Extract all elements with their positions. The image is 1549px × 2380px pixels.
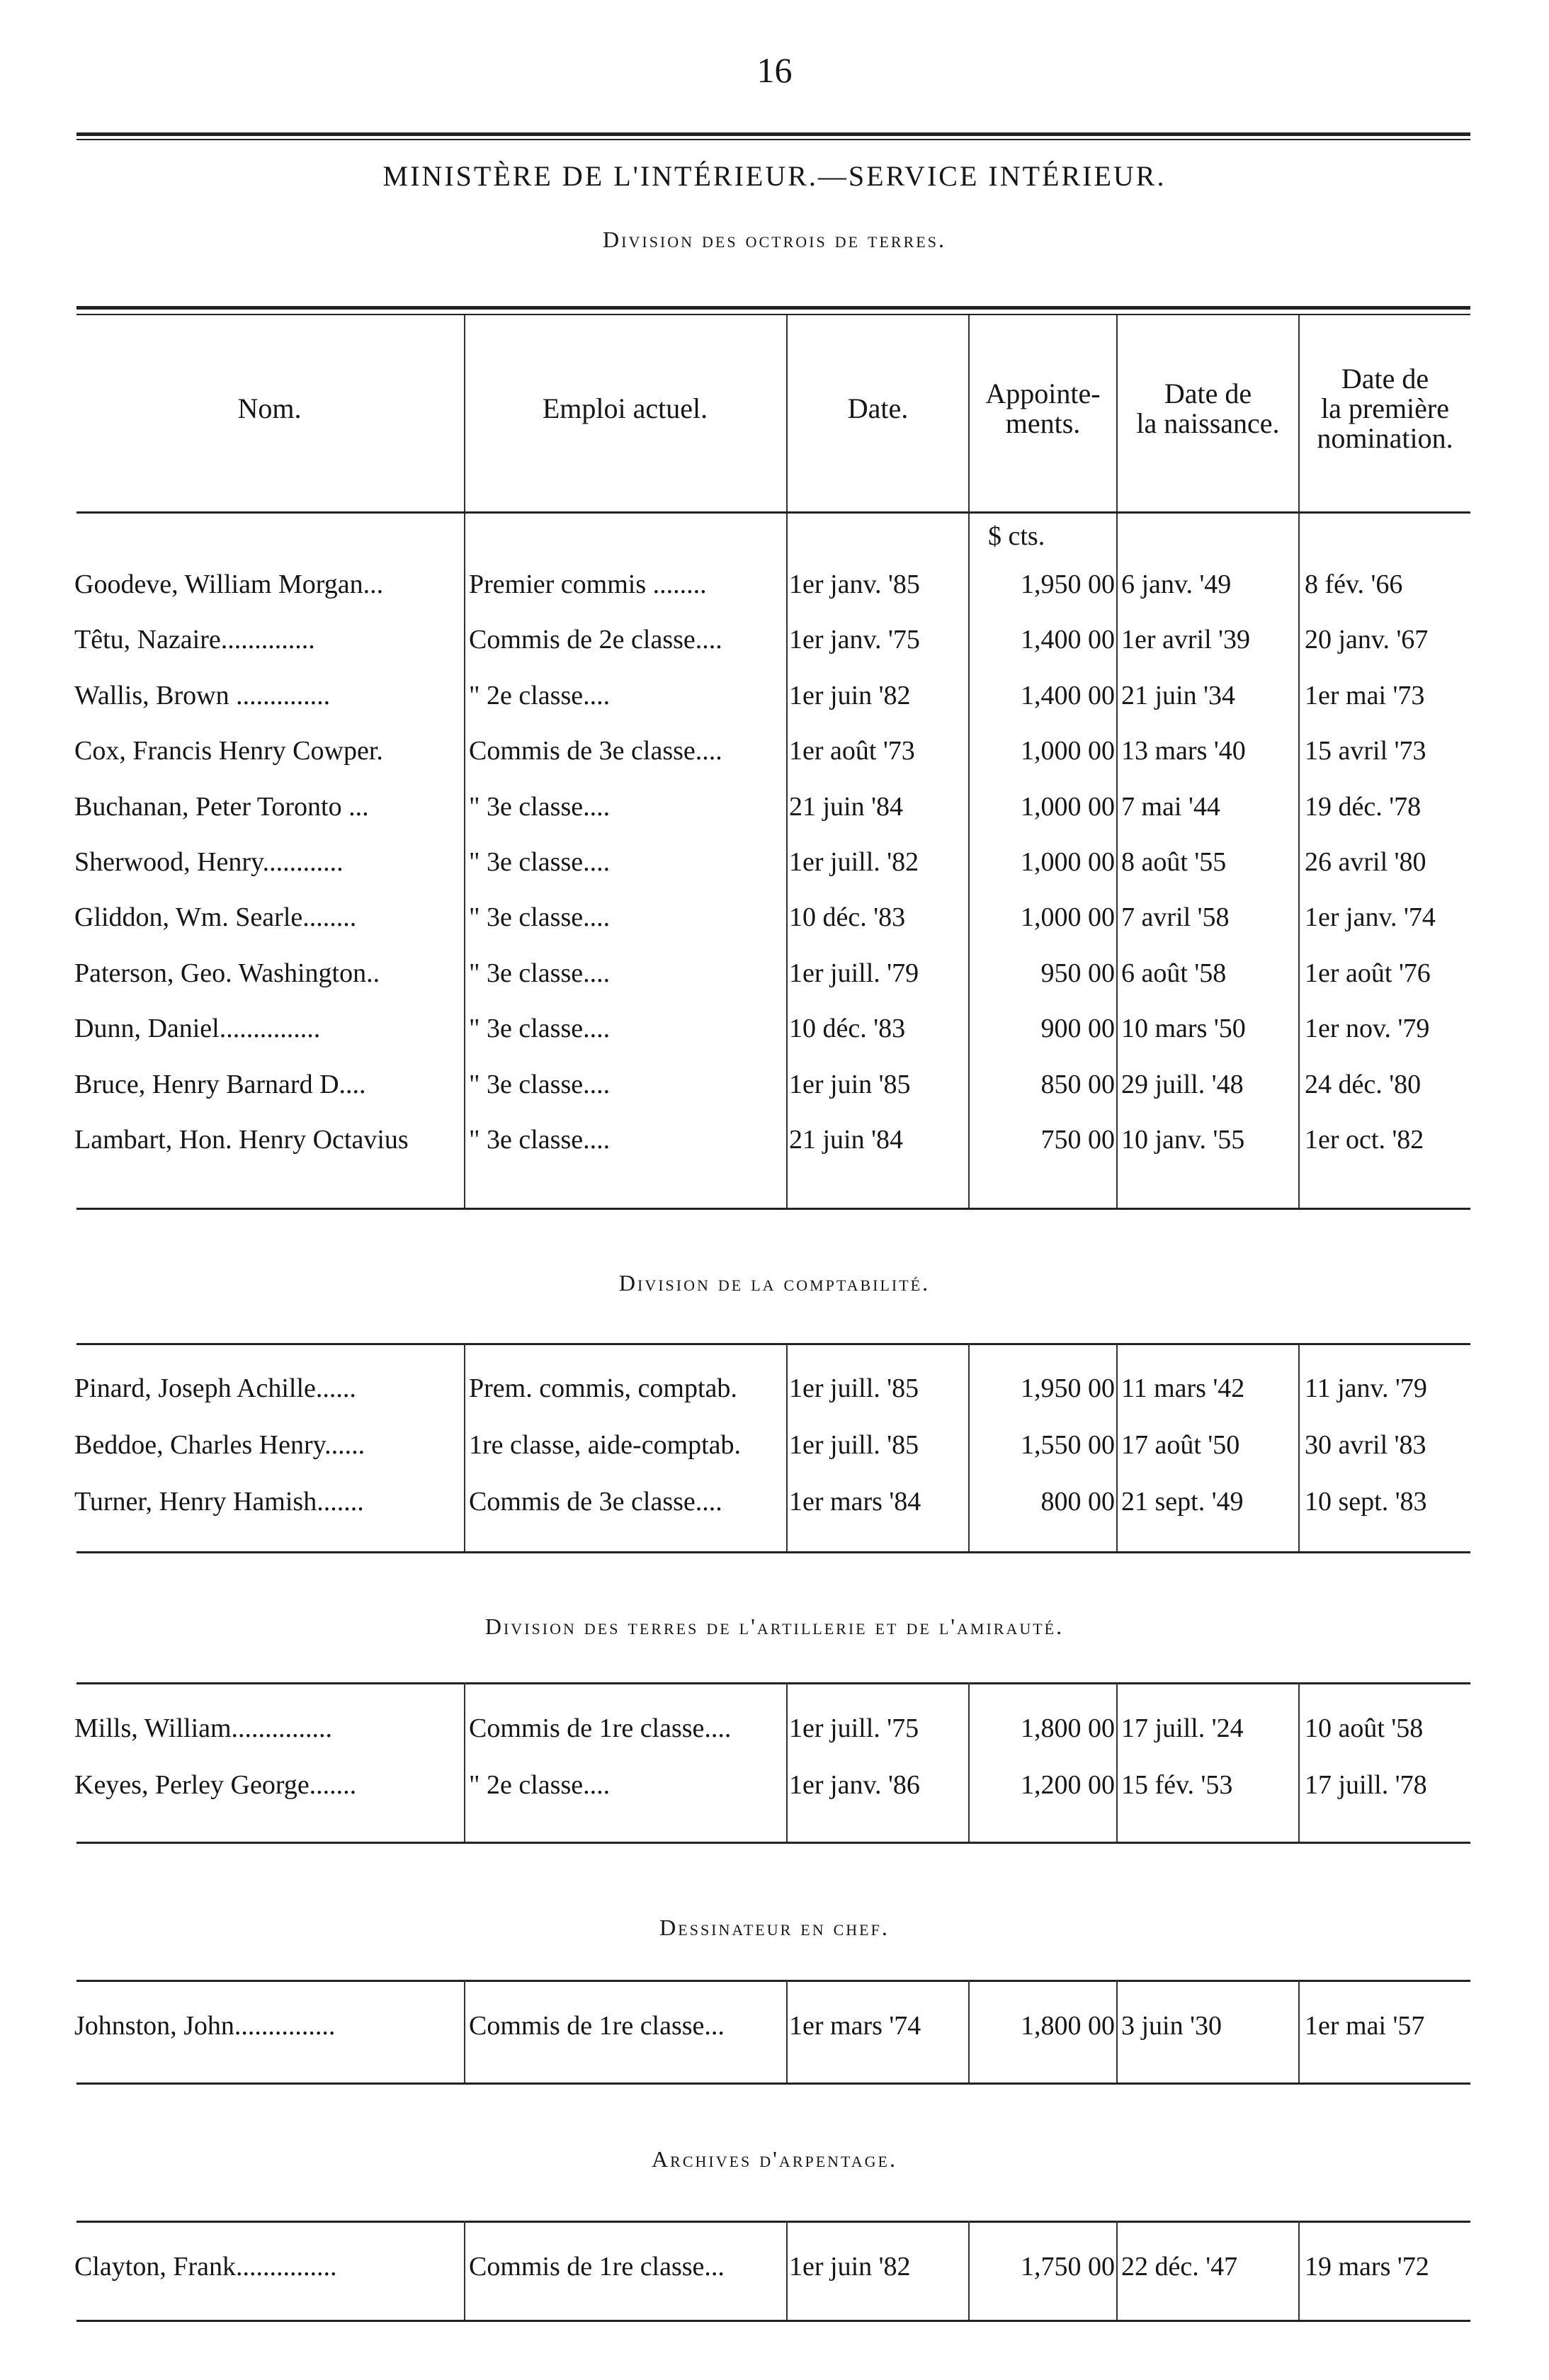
column-divider	[464, 2221, 465, 2320]
column-divider	[786, 1682, 788, 1842]
position-cell: Commis de 3e classe....	[469, 736, 722, 766]
date-cell: 1er janv. '86	[789, 1770, 920, 1800]
date-cell: 1er août '73	[789, 736, 915, 766]
salary-cell: 1,800 00	[1021, 2011, 1115, 2041]
column-divider	[1116, 1682, 1118, 1842]
column-divider	[786, 1343, 788, 1551]
column-divider	[968, 1682, 970, 1842]
name-cell: Clayton, Frank...............	[74, 2252, 337, 2282]
column-divider	[1298, 1980, 1300, 2082]
column-divider	[464, 514, 465, 1208]
date-cell: 21 juin '84	[789, 1125, 903, 1155]
header-divider	[464, 315, 465, 511]
salary-cell: 1,950 00	[1021, 570, 1115, 599]
birth-date-cell: 29 juill. '48	[1121, 1069, 1244, 1099]
header-divider	[786, 315, 788, 511]
birth-date-cell: 8 août '55	[1121, 847, 1227, 877]
section-title: Division des terres de l'artillerie et de l'amirauté.	[484, 1614, 1065, 1639]
first-appointment-cell: 10 sept. '83	[1305, 1487, 1427, 1517]
position-cell: " 3e classe....	[469, 847, 611, 877]
date-cell: 10 déc. '83	[789, 902, 906, 933]
date-cell: 1er juill. '85	[789, 1430, 919, 1460]
header-divider	[968, 315, 970, 511]
birth-date-cell: 22 déc. '47	[1121, 2252, 1238, 2282]
first-appointment-cell: 1er nov. '79	[1305, 1014, 1430, 1044]
date-cell: 1er juill. '75	[789, 1713, 919, 1743]
name-cell: Pinard, Joseph Achille......	[74, 1373, 356, 1403]
date-cell: 1er juin '82	[789, 2252, 911, 2282]
column-divider	[464, 1682, 465, 1842]
date-cell: 1er mars '84	[789, 1487, 921, 1517]
position-cell: " 3e classe....	[469, 1014, 611, 1044]
first-appointment-cell: 8 fév. '66	[1305, 570, 1403, 599]
position-cell: 1re classe, aide-comptab.	[469, 1430, 742, 1460]
column-header-nom: Nom.	[237, 392, 302, 424]
column-header-date: Date.	[847, 392, 909, 424]
first-appointment-cell: 19 déc. '78	[1305, 791, 1422, 822]
page-title: MINISTÈRE DE L'INTÉRIEUR.—SERVICE INTÉRIEUR.	[382, 160, 1167, 192]
top-rule-2	[76, 139, 1470, 140]
birth-date-cell: 21 sept. '49	[1121, 1487, 1244, 1517]
position-cell: " 2e classe....	[469, 680, 611, 710]
position-cell: Commis de 2e classe....	[469, 625, 722, 655]
column-divider	[1298, 1682, 1300, 1842]
position-cell: Premier commis ........	[469, 570, 707, 599]
currency-units: $ cts.	[988, 521, 1045, 551]
name-cell: Buchanan, Peter Toronto ...	[74, 791, 369, 822]
date-cell: 1er janv. '75	[789, 625, 920, 655]
birth-date-cell: 10 mars '50	[1121, 1014, 1246, 1044]
column-divider	[968, 1980, 970, 2082]
salary-cell: 1,000 00	[1021, 736, 1115, 766]
date-cell: 1er mars '74	[789, 2011, 921, 2041]
birth-date-cell: 6 août '58	[1121, 958, 1227, 988]
salary-cell: 850 00	[1040, 1069, 1115, 1099]
column-header-appointements: Appointe- ments.	[985, 378, 1101, 439]
date-cell: 1er juill. '82	[789, 847, 919, 877]
section-rule-top	[76, 1980, 1470, 1982]
column-divider	[786, 514, 788, 1208]
column-divider	[1116, 1980, 1118, 2082]
salary-cell: 1,400 00	[1021, 625, 1115, 655]
section-rule-bottom	[76, 1208, 1470, 1210]
name-cell: Sherwood, Henry............	[74, 847, 344, 877]
name-cell: Têtu, Nazaire..............	[74, 625, 315, 655]
salary-cell: 900 00	[1040, 1014, 1115, 1044]
column-divider	[786, 1980, 788, 2082]
section-title: Archives d'arpentage.	[652, 2146, 897, 2172]
column-divider	[1298, 2221, 1300, 2320]
section-rule-top	[76, 1682, 1470, 1684]
name-cell: Beddoe, Charles Henry......	[74, 1430, 365, 1460]
salary-cell: 1,200 00	[1021, 1770, 1115, 1800]
section-rule-bottom	[76, 1842, 1470, 1844]
birth-date-cell: 1er avril '39	[1121, 625, 1251, 655]
first-appointment-cell: 1er mai '57	[1305, 2011, 1425, 2041]
position-cell: Commis de 1re classe....	[469, 1713, 732, 1743]
position-cell: " 2e classe....	[469, 1770, 611, 1800]
birth-date-cell: 6 janv. '49	[1121, 570, 1232, 599]
position-cell: " 3e classe....	[469, 902, 611, 933]
salary-cell: 750 00	[1040, 1125, 1115, 1155]
first-appointment-cell: 24 déc. '80	[1305, 1069, 1422, 1099]
column-divider	[968, 2221, 970, 2320]
birth-date-cell: 7 avril '58	[1121, 902, 1230, 933]
name-cell: Goodeve, William Morgan...	[74, 570, 384, 599]
first-appointment-cell: 1er janv. '74	[1305, 902, 1436, 933]
first-appointment-cell: 1er août '76	[1305, 958, 1431, 988]
position-cell: Commis de 1re classe...	[469, 2011, 725, 2041]
name-cell: Lambart, Hon. Henry Octavius	[74, 1125, 409, 1155]
position-cell: Commis de 3e classe....	[469, 1487, 722, 1517]
birth-date-cell: 7 mai '44	[1121, 791, 1220, 822]
first-appointment-cell: 11 janv. '79	[1305, 1373, 1427, 1403]
birth-date-cell: 21 juin '34	[1121, 680, 1235, 710]
birth-date-cell: 15 fév. '53	[1121, 1770, 1233, 1800]
first-appointment-cell: 15 avril '73	[1305, 736, 1426, 766]
column-header-emploi: Emploi actuel.	[542, 392, 708, 424]
salary-cell: 1,750 00	[1021, 2252, 1115, 2282]
section-rule-bottom	[76, 1551, 1470, 1553]
name-cell: Cox, Francis Henry Cowper.	[74, 736, 383, 766]
salary-cell: 1,550 00	[1021, 1430, 1115, 1460]
header-divider	[1116, 315, 1118, 511]
column-header-naissance: Date de la naissance.	[1136, 378, 1280, 439]
birth-date-cell: 13 mars '40	[1121, 736, 1246, 766]
name-cell: Keyes, Perley George.......	[74, 1770, 357, 1800]
name-cell: Dunn, Daniel...............	[74, 1014, 321, 1044]
name-cell: Johnston, John...............	[74, 2011, 336, 2041]
first-appointment-cell: 26 avril '80	[1305, 847, 1426, 877]
column-divider	[1298, 1343, 1300, 1551]
birth-date-cell: 10 janv. '55	[1121, 1125, 1245, 1155]
date-cell: 1er juin '82	[789, 680, 911, 710]
salary-cell: 800 00	[1040, 1487, 1115, 1517]
position-cell: " 3e classe....	[469, 1069, 611, 1099]
column-divider	[968, 514, 970, 1208]
salary-cell: 1,950 00	[1021, 1373, 1115, 1403]
name-cell: Gliddon, Wm. Searle........	[74, 902, 357, 933]
section-rule-top	[76, 1343, 1470, 1345]
column-divider	[464, 1980, 465, 2082]
column-divider	[1116, 514, 1118, 1208]
salary-cell: 1,800 00	[1021, 1713, 1115, 1743]
date-cell: 1er juin '85	[789, 1069, 911, 1099]
salary-cell: 1,000 00	[1021, 847, 1115, 877]
top-rule-1	[76, 132, 1470, 136]
name-cell: Wallis, Brown ..............	[74, 680, 331, 710]
date-cell: 10 déc. '83	[789, 1014, 906, 1044]
first-appointment-cell: 20 janv. '67	[1305, 625, 1429, 655]
birth-date-cell: 3 juin '30	[1121, 2011, 1222, 2041]
column-divider	[1116, 2221, 1118, 2320]
page-number: 16	[756, 50, 793, 90]
section-rule-bottom	[76, 2082, 1470, 2085]
position-cell: " 3e classe....	[469, 1125, 611, 1155]
date-cell: 1er juill. '79	[789, 958, 919, 988]
header-divider	[1298, 315, 1300, 511]
birth-date-cell: 17 août '50	[1121, 1430, 1240, 1460]
name-cell: Mills, William...............	[74, 1713, 333, 1743]
column-divider	[968, 1343, 970, 1551]
date-cell: 1er juill. '85	[789, 1373, 919, 1403]
position-cell: " 3e classe....	[469, 958, 611, 988]
section-rule-bottom	[76, 2320, 1470, 2322]
position-cell: Commis de 1re classe...	[469, 2252, 725, 2282]
salary-cell: 1,400 00	[1021, 680, 1115, 710]
salary-cell: 1,000 00	[1021, 791, 1115, 822]
birth-date-cell: 11 mars '42	[1121, 1373, 1245, 1403]
name-cell: Turner, Henry Hamish.......	[74, 1487, 364, 1517]
salary-cell: 950 00	[1040, 958, 1115, 988]
column-header-nomination: Date de la première nomination.	[1317, 363, 1453, 454]
first-appointment-cell: 10 août '58	[1305, 1713, 1424, 1743]
position-cell: " 3e classe....	[469, 791, 611, 822]
section-rule-top	[76, 2221, 1470, 2223]
name-cell: Paterson, Geo. Washington..	[74, 958, 380, 988]
position-cell: Prem. commis, comptab.	[469, 1373, 737, 1403]
first-appointment-cell: 1er mai '73	[1305, 680, 1425, 710]
first-appointment-cell: 17 juill. '78	[1305, 1770, 1427, 1800]
column-divider	[1298, 514, 1300, 1208]
first-appointment-cell: 30 avril '83	[1305, 1430, 1426, 1460]
section-title: Division des octrois de terres.	[603, 227, 946, 252]
column-divider	[464, 1343, 465, 1551]
column-divider	[786, 2221, 788, 2320]
header-rule-bottom	[76, 511, 1470, 514]
birth-date-cell: 17 juill. '24	[1121, 1713, 1244, 1743]
first-appointment-cell: 1er oct. '82	[1305, 1125, 1424, 1155]
date-cell: 21 juin '84	[789, 791, 903, 822]
salary-cell: 1,000 00	[1021, 902, 1115, 933]
name-cell: Bruce, Henry Barnard D....	[74, 1069, 366, 1099]
section-title: Dessinateur en chef.	[659, 1915, 890, 1940]
first-appointment-cell: 19 mars '72	[1305, 2252, 1429, 2282]
section-title: Division de la comptabilité.	[618, 1270, 931, 1296]
date-cell: 1er janv. '85	[789, 570, 920, 599]
column-divider	[1116, 1343, 1118, 1551]
